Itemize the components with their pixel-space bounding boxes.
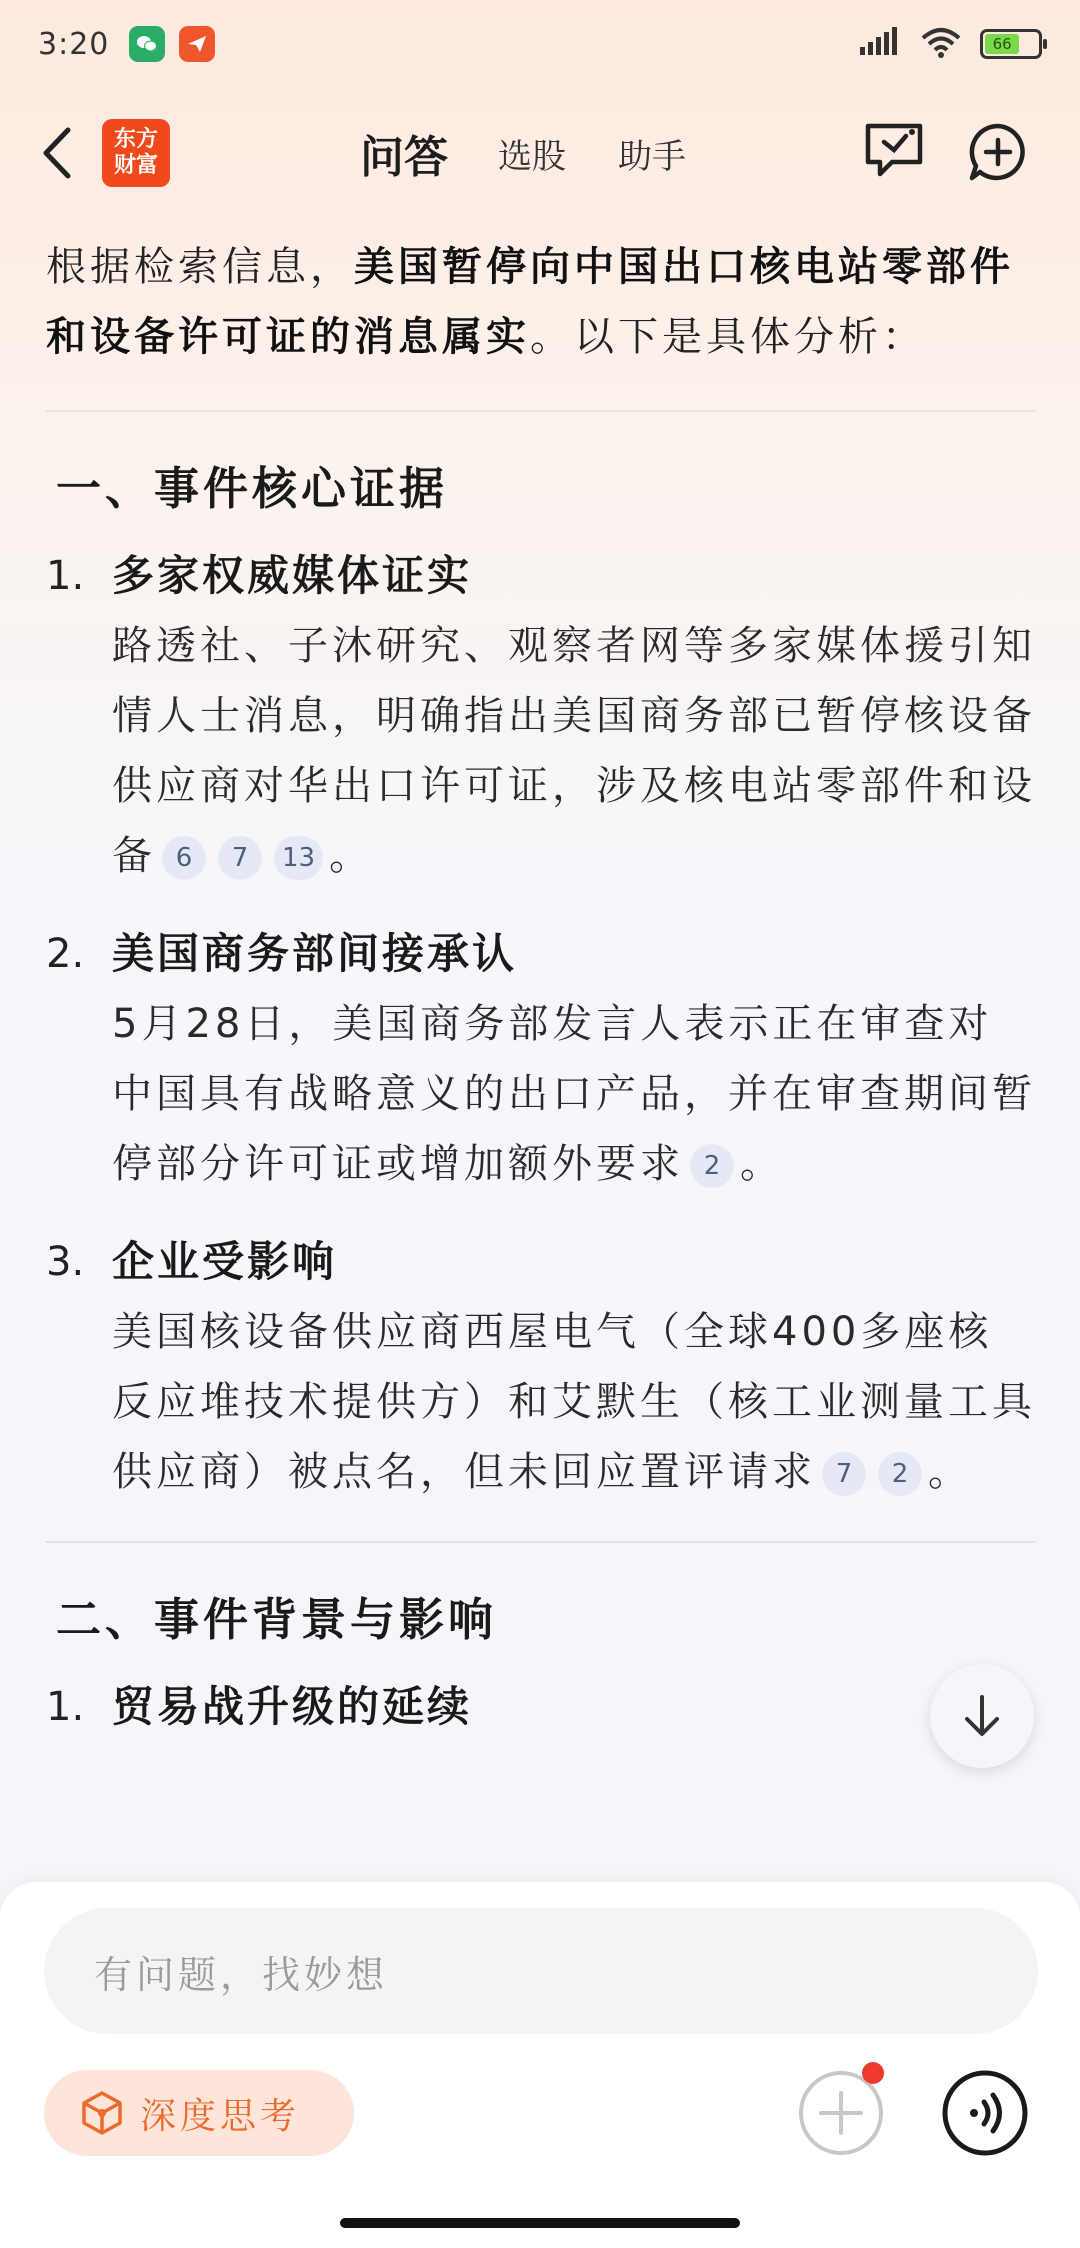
- arrow-down-icon: [957, 1691, 1007, 1741]
- item-text-tail: 。: [740, 1141, 784, 1187]
- new-chat-icon: [966, 120, 1030, 184]
- chat-history-button[interactable]: [862, 120, 926, 184]
- list-item: [46, 1672, 1036, 1742]
- divider: [46, 410, 1036, 412]
- item-text-tail: 。: [329, 833, 374, 879]
- voice-icon: [940, 2068, 1030, 2158]
- wechat-notification-icon: [129, 26, 165, 62]
- question-input[interactable]: [44, 1908, 1038, 2034]
- item-title: 美国商务部间接承认: [112, 929, 518, 978]
- item-text-body: 路透社、子沐研究、观察者网等多家媒体援引知情人士消息，明确指出美国商务部已暂停核设备供应商对华出口许可证，涉及核电站零部件和设备: [112, 623, 1036, 879]
- item-text-tail: 。: [928, 1449, 972, 1495]
- item-title: 贸易战升级的延续: [112, 1682, 473, 1731]
- chat-history-icon: [862, 120, 926, 184]
- tab-stock-picker[interactable]: 选股: [498, 136, 566, 177]
- notification-dot: [862, 2062, 884, 2084]
- item-number: 2.: [46, 931, 85, 977]
- item-text: [112, 1297, 1036, 1507]
- tab-qa[interactable]: 问答: [360, 132, 448, 183]
- item-text-body: 美国核设备供应商西屋电气（全球400多座核反应堆技术提供方）和艾默生（核工业测量工具供应商）被点名，但未回应置评请求: [112, 1309, 1036, 1495]
- send-app-notification-icon: [179, 26, 215, 62]
- intro-text-start: 根据检索信息，: [46, 244, 354, 290]
- item-number: 1.: [46, 1684, 85, 1730]
- intro-text-end: 。以下是具体分析：: [530, 314, 926, 360]
- battery-level: 66: [985, 34, 1019, 54]
- deep-think-button[interactable]: [44, 2070, 354, 2156]
- answer-content: [46, 232, 1036, 1770]
- composer-panel: [0, 1882, 1080, 2248]
- item-number: 1.: [46, 553, 85, 599]
- signal-icon: [858, 27, 902, 61]
- status-time: 3:20: [38, 26, 110, 62]
- status-bar: [0, 0, 1080, 88]
- item-title: 企业受影响: [112, 1237, 338, 1286]
- back-button[interactable]: [40, 118, 90, 188]
- citation-badge[interactable]: 7: [822, 1452, 866, 1496]
- item-title: 多家权威媒体证实: [112, 551, 473, 600]
- item-text: [112, 611, 1036, 891]
- cube-icon: [78, 2089, 126, 2137]
- citation-badge[interactable]: 7: [218, 836, 262, 880]
- home-indicator[interactable]: [340, 2218, 740, 2228]
- deep-think-label: 深度思考: [140, 2095, 301, 2137]
- citation-badge[interactable]: 2: [690, 1144, 734, 1188]
- citation-badge[interactable]: 13: [274, 836, 323, 880]
- list-item: [46, 919, 1036, 1199]
- battery-icon: [980, 29, 1042, 59]
- divider: [46, 1541, 1036, 1543]
- wifi-icon: [920, 26, 962, 62]
- scroll-to-bottom-button[interactable]: [930, 1664, 1034, 1768]
- list-item: [46, 541, 1036, 891]
- tab-bar: [360, 108, 738, 198]
- section-title-1: 一、事件核心证据: [56, 462, 449, 515]
- voice-input-button[interactable]: [940, 2068, 1030, 2158]
- new-chat-button[interactable]: [966, 120, 1030, 184]
- citation-badge[interactable]: 2: [878, 1452, 922, 1496]
- answer-intro: [46, 232, 1036, 372]
- section-title-2: 二、事件背景与影响: [56, 1593, 498, 1646]
- item-text: [112, 989, 1036, 1199]
- tab-assistant[interactable]: 助手: [618, 136, 686, 177]
- input-placeholder: 有问题，找妙想: [94, 1952, 389, 1997]
- intro-text-bold: 美国暂停向中国出口核电站零部件和设备许可证的消息属实: [46, 244, 1014, 360]
- app-logo[interactable]: 东方财富: [102, 119, 170, 187]
- citation-badge[interactable]: 6: [162, 836, 206, 880]
- chevron-left-icon: [40, 126, 74, 180]
- list-item: [46, 1227, 1036, 1507]
- header: [0, 108, 1080, 198]
- item-number: 3.: [46, 1239, 85, 1285]
- item-text-body: 5月28日，美国商务部发言人表示正在审查对中国具有战略意义的出口产品，并在审查期间暂停部分许可证或增加额外要求: [112, 1001, 1036, 1187]
